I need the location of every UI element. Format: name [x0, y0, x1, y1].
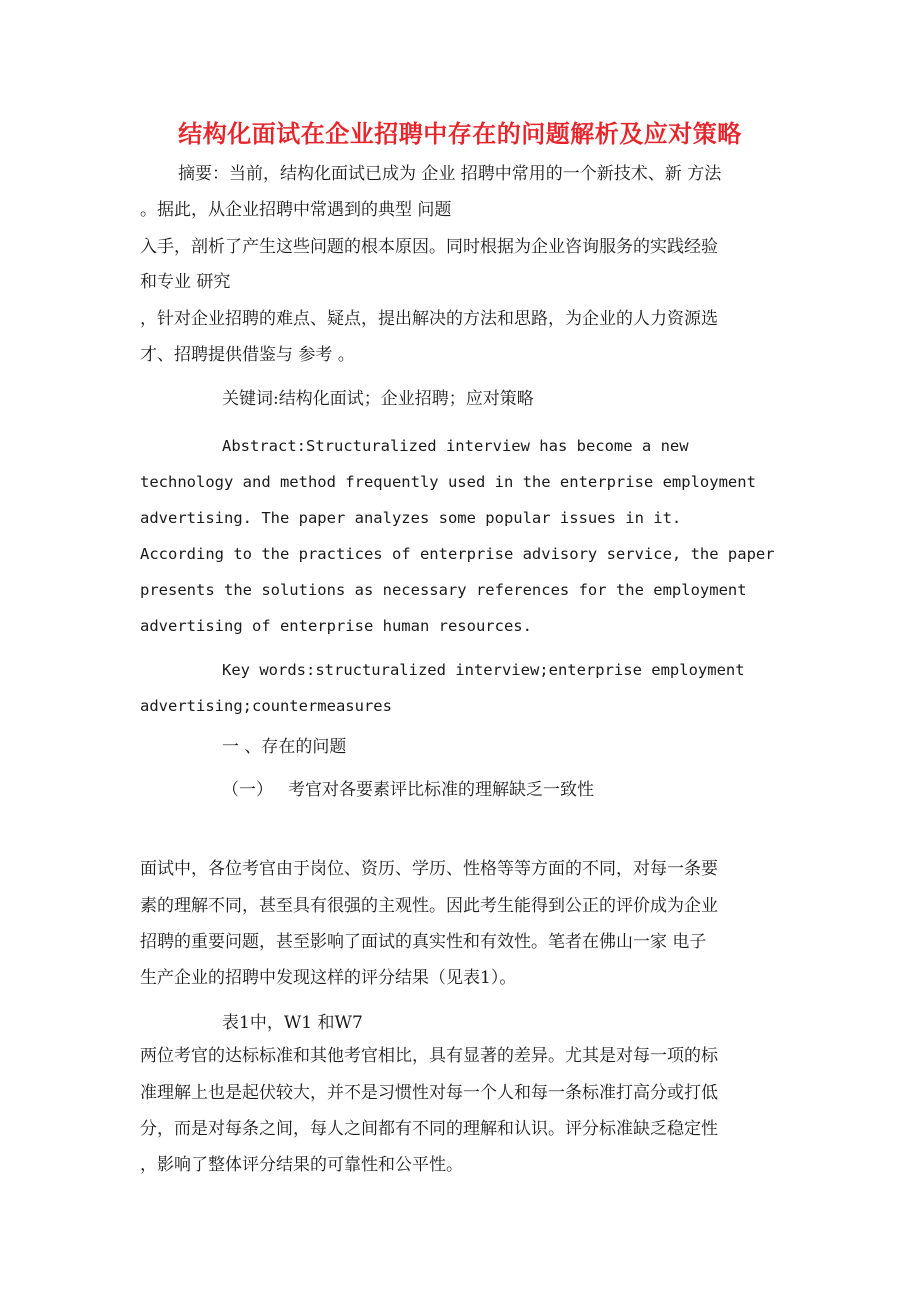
table-reference: 表1中，W1 和W7	[222, 1013, 363, 1033]
keywords-en-line: advertising;countermeasures	[140, 697, 392, 715]
paragraph-line: 面试中，各位考官由于岗位、资历、学历、性格等等方面的不同，对每一条要	[140, 859, 718, 879]
document-title: 结构化面试在企业招聘中存在的问题解析及应对策略	[178, 120, 742, 148]
abstract-cn-line: 入手，剖析了产生这些问题的根本原因。同时根据为企业咨询服务的实践经验	[140, 237, 718, 257]
abstract-cn-line: ，针对企业招聘的难点、疑点，提出解决的方法和思路，为企业的人力资源选	[140, 309, 718, 329]
abstract-cn-line: 才、招聘提供借鉴与 参考 。	[140, 345, 355, 365]
abstract-en-line: presents the solutions as necessary references for the employment	[140, 581, 747, 599]
section-heading: 一 、存在的问题	[222, 737, 347, 757]
abstract-en-line: advertising. The paper analyzes some popular issues in it.	[140, 509, 682, 527]
subsection-title: 考官对各要素评比标准的理解缺乏一致性	[288, 780, 594, 800]
abstract-en-line: According to the practices of enterprise advisory service, the paper	[140, 545, 775, 563]
abstract-cn-line: 和专业 研究	[140, 272, 231, 292]
paragraph-line: 生产企业的招聘中发现这样的评分结果（见表1）。	[140, 968, 517, 988]
paragraph-line: 招聘的重要问题，甚至影响了面试的真实性和有效性。笔者在佛山一家 电子	[140, 932, 707, 952]
abstract-en-line: technology and method frequently used in the enterprise employment	[140, 473, 756, 491]
keywords-en-line: Key words:structuralized interview;enterprise employment	[222, 661, 745, 679]
paragraph-line: 两位考官的达标标准和其他考官相比，具有显著的差异。尤其是对每一项的标	[140, 1046, 718, 1066]
subsection-number: （一）	[222, 780, 273, 800]
subsection-heading	[222, 780, 594, 800]
keywords-cn: 关键词:结构化面试；企业招聘；应对策略	[222, 389, 534, 409]
abstract-en-line: advertising of enterprise human resources.	[140, 617, 532, 635]
paragraph-line: 素的理解不同，甚至具有很强的主观性。因此考生能得到公正的评价成为企业	[140, 896, 718, 916]
abstract-en-line: Abstract:Structuralized interview has become a new	[222, 437, 689, 455]
abstract-cn-line: 。据此，从企业招聘中常遇到的典型 问题	[140, 200, 452, 220]
paragraph-line: 准理解上也是起伏较大，并不是习惯性对每一个人和每一条标准打高分或打低	[140, 1083, 718, 1103]
paragraph-line: 分，而是对每条之间，每人之间都有不同的理解和认识。评分标准缺乏稳定性	[140, 1119, 718, 1139]
abstract-cn-line: 摘要：当前，结构化面试已成为 企业 招聘中常用的一个新技术、新 方法	[178, 164, 722, 184]
paragraph-line: ，影响了整体评分结果的可靠性和公平性。	[140, 1155, 463, 1175]
